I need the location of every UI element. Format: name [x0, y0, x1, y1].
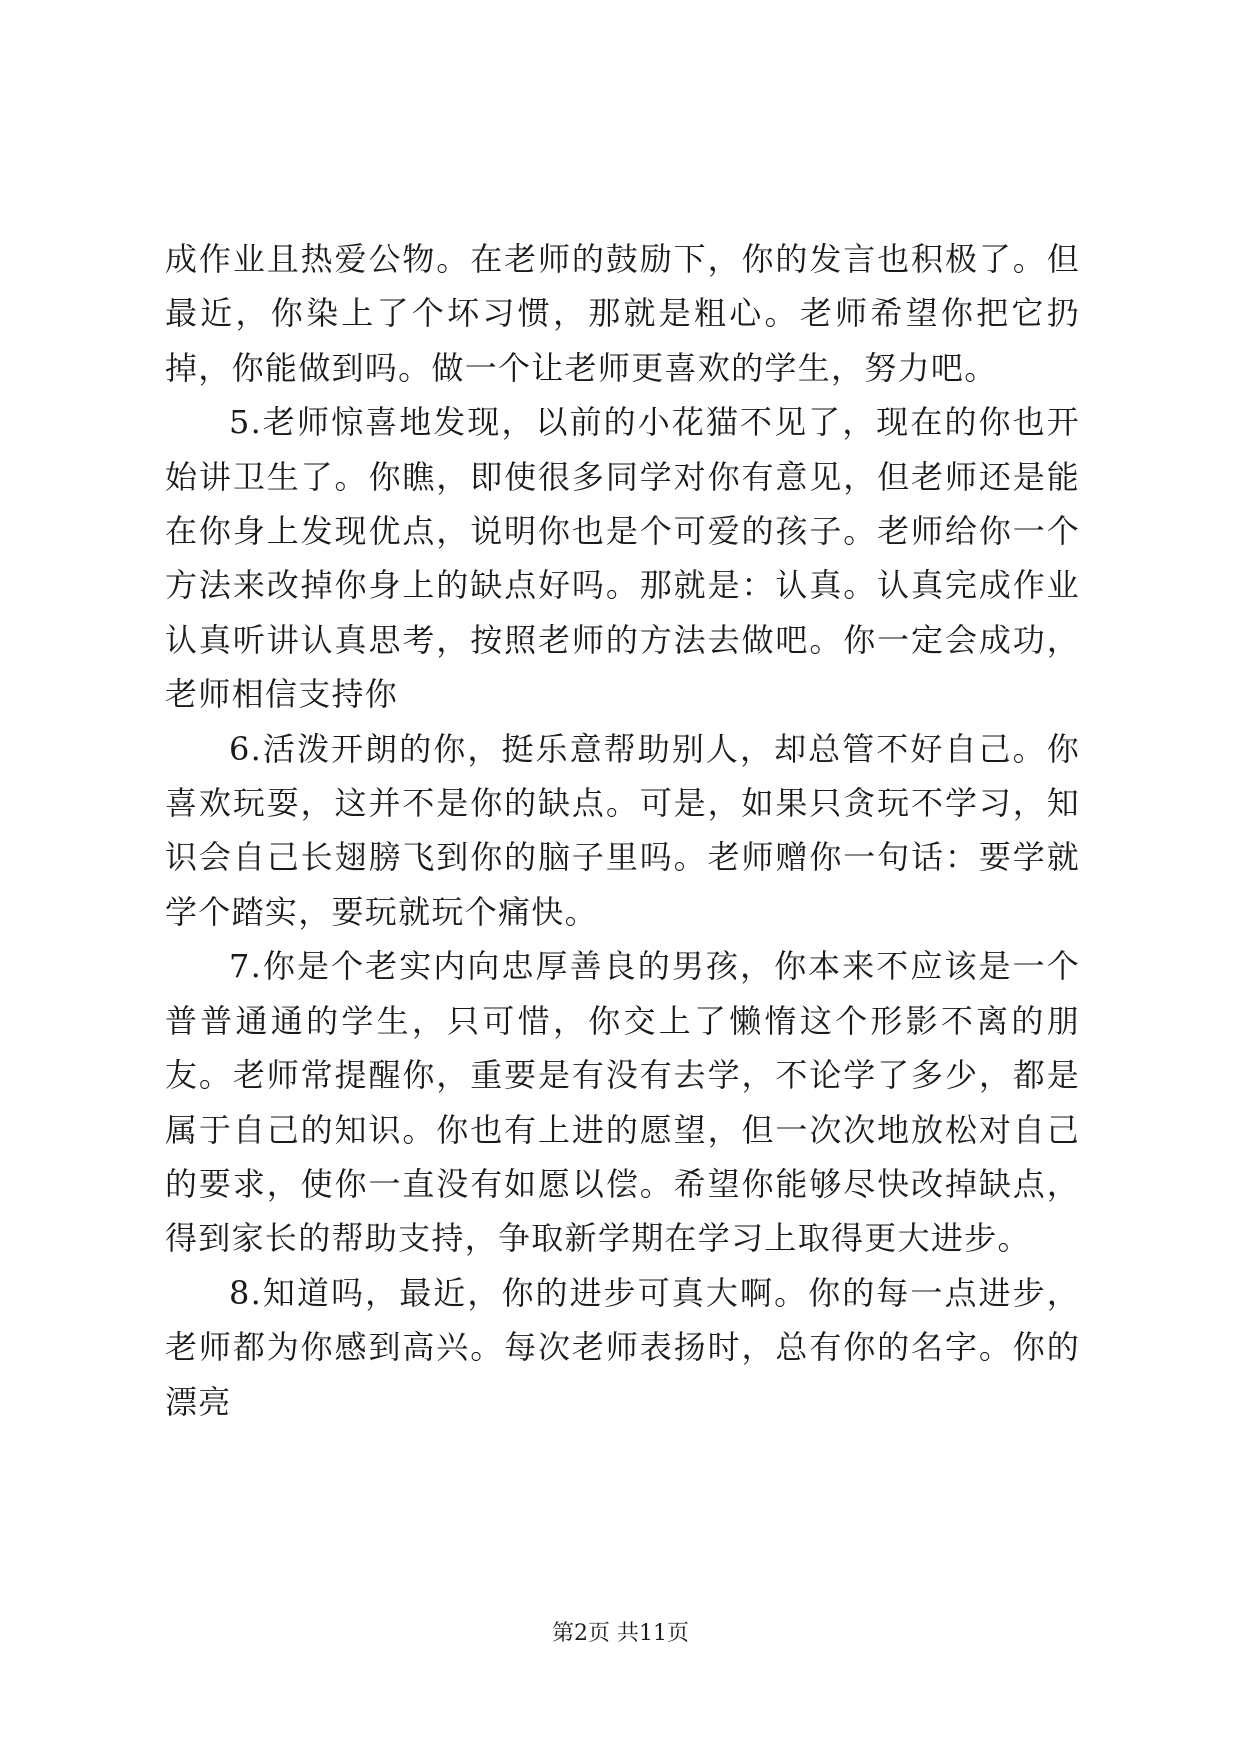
paragraph-continuation: 成作业且热爱公物。在老师的鼓励下，你的发言也积极了。但最近，你染上了个坏习惯，那就是粗心。老师希望你把它扔掉，你能做到吗。做一个让老师更喜欢的学生，努力吧。 [165, 240, 1080, 387]
document-body [165, 232, 1080, 1429]
page-number-footer: 第2页 共11页 [552, 1621, 689, 1646]
paragraph-comment-7: 7.你是个老实内向忠厚善良的男孩，你本来不应该是一个普普通通的学生，只可惜，你交上了懒惰这个形影不离的朋友。老师常提醒你，重要是有没有去学，不论学了多少，都是属于自己的知识。你也有上进的愿望，但一次次地放松对自己的要求，使你一直没有如愿以偿。希望你能够尽快改掉缺点，得到家长的帮助支持，争取新学期在学习上取得更大进步。 [165, 947, 1080, 1258]
paragraph-comment-6: 6.活泼开朗的你，挺乐意帮助别人，却总管不好自己。你喜欢玩耍，这并不是你的缺点。可是，如果只贪玩不学习，知识会自己长翅膀飞到你的脑子里吗。老师赠你一句话：要学就学个踏实，要玩就玩个痛快。 [165, 729, 1080, 931]
paragraph-comment-5: 5.老师惊喜地发现，以前的小花猫不见了，现在的你也开始讲卫生了。你瞧，即使很多同学对你有意见，但老师还是能在你身上发现优点，说明你也是个可爱的孩子。老师给你一个方法来改掉你身上的缺点好吗。那就是：认真。认真完成作业认真听讲认真思考，按照老师的方法去做吧。你一定会成功，老师相信支持你 [165, 403, 1080, 714]
paragraph-comment-8: 8.知道吗，最近，你的进步可真大啊。你的每一点进步，老师都为你感到高兴。每次老师表扬时，总有你的名字。你的漂亮 [165, 1273, 1080, 1421]
